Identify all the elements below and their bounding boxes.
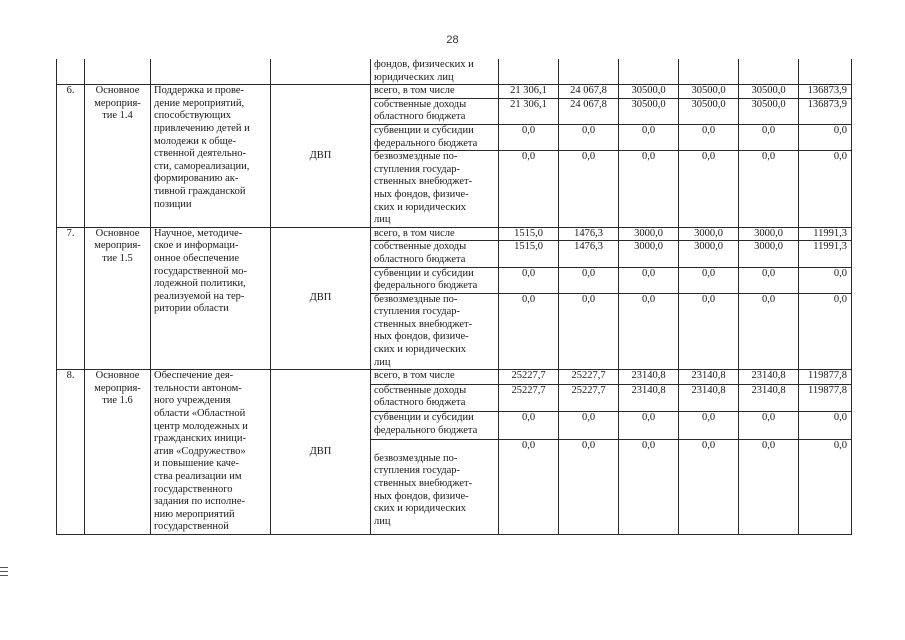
funding-source-line: ских и юридических	[374, 344, 467, 356]
row-number: 7.	[57, 227, 85, 370]
year-value-cell: 0,0	[499, 412, 559, 440]
year-value-cell: 30500,0	[619, 85, 679, 99]
funding-source-line: ступления государ-	[374, 306, 460, 318]
activity-type	[85, 227, 151, 370]
funding-source-line: ных фондов, физиче-	[374, 490, 469, 502]
activity-name	[151, 227, 271, 370]
year-value-cell: 25227,7	[559, 370, 619, 384]
activity-type-line: Основное	[95, 85, 140, 97]
funding-source-line: всего, в том числе	[374, 370, 455, 382]
activity-type-line: Основное	[95, 227, 140, 239]
year-value-cell: 1476,3	[559, 241, 619, 267]
activity-name-line: нию мероприятий	[154, 508, 235, 520]
activity-name-line: гражданских иници-	[154, 433, 246, 445]
row-number: 6.	[57, 85, 85, 228]
activity-name-line: онное обеспечение	[154, 252, 240, 264]
activity-name-line: ственной деятельно-	[154, 148, 247, 160]
year-value-cell: 3000,0	[679, 227, 739, 241]
total-value-cell: 11991,3	[799, 241, 852, 267]
source-line: фондов, физических и	[374, 59, 474, 70]
year-value-cell: 0,0	[499, 440, 559, 535]
activity-name-line: Поддержка и прове-	[154, 85, 245, 97]
year-value-cell: 0,0	[499, 293, 559, 370]
activity-type-line: мероприя-	[94, 382, 141, 394]
year-value-cell: 24 067,8	[559, 85, 619, 99]
continuation-row	[57, 59, 852, 85]
funding-source-line: областного бюджета	[374, 111, 466, 123]
activity-name-line: тельности автоном-	[154, 382, 242, 394]
activity-name-line: государственной мо-	[154, 265, 247, 277]
year-value-cell: 0,0	[679, 440, 739, 535]
funding-source	[371, 151, 499, 228]
year-value-cell: 23140,8	[619, 384, 679, 412]
year-value-cell: 21 306,1	[499, 85, 559, 99]
year-value-cell: 23140,8	[739, 370, 799, 384]
total-value-cell: 136873,9	[799, 85, 852, 99]
funding-source-line: безвозмездные по-	[374, 293, 458, 305]
program-activities-table	[56, 59, 852, 535]
funding-source	[371, 227, 499, 241]
year-value-cell: 24 067,8	[559, 98, 619, 124]
funding-source-line: ных фондов, физиче-	[374, 331, 469, 343]
funding-source-line: ступления государ-	[374, 163, 460, 175]
funding-source-line: собственные доходы	[374, 241, 467, 253]
activity-name-line: области «Областной	[154, 408, 246, 420]
activity-name-line: лодежной политики,	[154, 278, 246, 290]
executor: ДВП	[271, 370, 371, 535]
scan-margin-marks	[0, 567, 8, 579]
total-value-cell: 0,0	[799, 124, 852, 150]
funding-source-line: субвенции и субсидии	[374, 267, 474, 279]
year-value-cell: 0,0	[559, 412, 619, 440]
activity-type-line: мероприя-	[94, 240, 141, 252]
activity-name-line: ства реализации им	[154, 471, 242, 482]
funding-source	[371, 98, 499, 124]
year-value-cell: 0,0	[499, 124, 559, 150]
funding-source-line: лиц	[374, 515, 391, 527]
activity-name-line: ское и информаци-	[154, 240, 239, 252]
total-value-cell: 119877,8	[799, 384, 852, 412]
funding-source-line: ских и юридических	[374, 201, 467, 213]
funding-source	[371, 124, 499, 150]
year-value-cell: 0,0	[559, 440, 619, 535]
activity-name-line: задания по исполне-	[154, 496, 246, 508]
year-value-cell: 0,0	[619, 267, 679, 293]
funding-source-line: областного бюджета	[374, 253, 466, 265]
activity-name-line: формированию ак-	[154, 173, 239, 185]
continuation-source-cell	[371, 59, 499, 85]
activity-name-line: тивной гражданской	[154, 185, 246, 197]
activity-name-line: реализуемой на тер-	[154, 290, 245, 302]
year-value-cell: 0,0	[739, 293, 799, 370]
year-value-cell: 0,0	[559, 124, 619, 150]
year-value-cell: 0,0	[559, 267, 619, 293]
year-value-cell: 0,0	[619, 412, 679, 440]
activity-name-line: центр молодежных и	[154, 420, 248, 432]
activity-name-line: атив «Содружество»	[154, 445, 246, 457]
year-value-cell: 3000,0	[619, 227, 679, 241]
activity-type-line: тие 1.4	[102, 110, 133, 122]
funding-source-line: лиц	[374, 356, 391, 368]
table-row	[57, 227, 852, 241]
total-value-cell: 0,0	[799, 412, 852, 440]
activity-name-line: позиции	[154, 198, 192, 210]
table-body	[57, 59, 852, 534]
year-value-cell: 0,0	[559, 151, 619, 228]
activity-name-line: дение мероприятий,	[154, 97, 245, 109]
activity-name	[151, 370, 271, 535]
activity-type-line: мероприя-	[94, 97, 141, 109]
activity-name-line: государственного	[154, 483, 233, 495]
activity-name-line: государственной	[154, 521, 229, 533]
year-value-cell: 23140,8	[739, 384, 799, 412]
funding-source-line: безвозмездные по-	[374, 151, 458, 163]
year-value-cell: 25227,7	[499, 370, 559, 384]
total-value-cell: 0,0	[799, 267, 852, 293]
funding-source	[371, 293, 499, 370]
activity-name-line: привлечению детей и	[154, 122, 250, 134]
year-value-cell: 3000,0	[619, 241, 679, 267]
year-value-cell: 0,0	[679, 267, 739, 293]
page-number: 28	[446, 34, 459, 46]
funding-source-line: собственные доходы	[374, 98, 467, 110]
funding-source	[371, 440, 499, 535]
total-value-cell: 11991,3	[799, 227, 852, 241]
total-value-cell: 136873,9	[799, 98, 852, 124]
activity-name-line: сти, самореализации,	[154, 160, 250, 172]
table-row	[57, 370, 852, 384]
year-value-cell: 0,0	[499, 267, 559, 293]
year-value-cell: 30500,0	[739, 98, 799, 124]
funding-source-line: всего, в том числе	[374, 227, 455, 239]
year-value-cell: 0,0	[739, 412, 799, 440]
year-value-cell: 0,0	[679, 412, 739, 440]
funding-source-line: всего, в том числе	[374, 85, 455, 97]
year-value-cell: 0,0	[739, 151, 799, 228]
year-value-cell: 0,0	[679, 293, 739, 370]
activity-name-line: молодежи к обще-	[154, 135, 237, 147]
year-value-cell: 1515,0	[499, 227, 559, 241]
funding-source-line: ступления государ-	[374, 465, 460, 477]
activity-name-line: Обеспечение дея-	[154, 370, 234, 382]
activity-name-line: и повышение каче-	[154, 458, 240, 470]
activity-name-line: Научное, методиче-	[154, 227, 243, 239]
activity-name-line: способствующих	[154, 110, 231, 122]
funding-source	[371, 241, 499, 267]
total-value-cell: 119877,8	[799, 370, 852, 384]
activity-type-line: тие 1.5	[102, 252, 133, 264]
year-value-cell: 1515,0	[499, 241, 559, 267]
funding-source-line: безвозмездные по-	[374, 452, 458, 464]
activity-type	[85, 370, 151, 535]
year-value-cell: 30500,0	[739, 85, 799, 99]
total-value-cell: 0,0	[799, 293, 852, 370]
year-value-cell: 1476,3	[559, 227, 619, 241]
row-number: 8.	[57, 370, 85, 535]
year-value-cell: 3000,0	[679, 241, 739, 267]
year-value-cell: 3000,0	[739, 227, 799, 241]
year-value-cell: 0,0	[619, 293, 679, 370]
year-value-cell: 3000,0	[739, 241, 799, 267]
year-value-cell: 23140,8	[619, 370, 679, 384]
funding-source-line: федерального бюджета	[374, 425, 478, 437]
funding-source-line: федерального бюджета	[374, 280, 478, 292]
funding-source	[371, 85, 499, 99]
year-value-cell: 30500,0	[679, 98, 739, 124]
funding-source-line: собственные доходы	[374, 384, 467, 396]
executor: ДВП	[271, 227, 371, 370]
year-value-cell: 0,0	[619, 124, 679, 150]
funding-source-line: ственных внебюджет-	[374, 478, 473, 490]
activity-type-line: Основное	[95, 370, 140, 382]
funding-source-line: субвенции и субсидии	[374, 412, 474, 424]
year-value-cell: 0,0	[679, 151, 739, 228]
year-value-cell: 25227,7	[559, 384, 619, 412]
activity-name	[151, 85, 271, 228]
year-value-cell: 0,0	[739, 267, 799, 293]
activity-type-line: тие 1.6	[102, 395, 133, 407]
funding-source-line: лиц	[374, 214, 391, 226]
funding-source-line: субвенции и субсидии	[374, 124, 474, 136]
funding-source	[371, 370, 499, 384]
funding-source	[371, 267, 499, 293]
funding-source-line: ских и юридических	[374, 503, 467, 515]
year-value-cell: 23140,8	[679, 384, 739, 412]
total-value-cell: 0,0	[799, 151, 852, 228]
funding-source-line: федерального бюджета	[374, 137, 478, 149]
activity-type	[85, 85, 151, 228]
year-value-cell: 0,0	[739, 440, 799, 535]
year-value-cell: 0,0	[499, 151, 559, 228]
year-value-cell: 0,0	[559, 293, 619, 370]
year-value-cell: 30500,0	[679, 85, 739, 99]
year-value-cell: 0,0	[679, 124, 739, 150]
funding-source	[371, 384, 499, 412]
source-line: юридических лиц	[374, 71, 454, 83]
year-value-cell: 0,0	[619, 440, 679, 535]
year-value-cell: 25227,7	[499, 384, 559, 412]
activity-name-line: ного учреждения	[154, 395, 231, 407]
year-value-cell: 23140,8	[679, 370, 739, 384]
year-value-cell: 30500,0	[619, 98, 679, 124]
funding-source-line: ных фондов, физиче-	[374, 188, 469, 200]
total-value-cell: 0,0	[799, 440, 852, 535]
activity-name-line: ритории области	[154, 303, 229, 315]
table-row	[57, 85, 852, 99]
funding-source-line: ственных внебюджет-	[374, 176, 473, 188]
funding-source-line: ственных внебюджет-	[374, 318, 473, 330]
funding-source-line	[374, 440, 495, 453]
year-value-cell: 0,0	[739, 124, 799, 150]
funding-source	[371, 412, 499, 440]
funding-source-line: областного бюджета	[374, 397, 466, 409]
year-value-cell: 21 306,1	[499, 98, 559, 124]
year-value-cell: 0,0	[619, 151, 679, 228]
executor: ДВП	[271, 85, 371, 228]
